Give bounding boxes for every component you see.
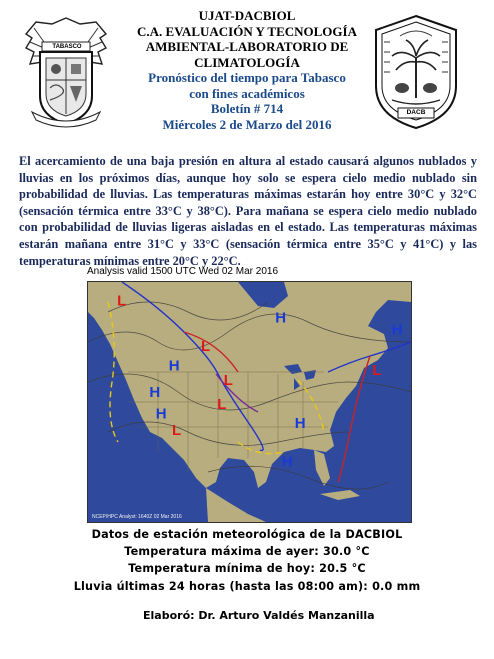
high-pressure-center-1: H (391, 321, 403, 339)
high-pressure-center-5: H (294, 415, 306, 432)
department-line-1: C.A. EVALUACIÓN Y TECNOLOGÍA (137, 23, 357, 39)
logo-banner-text: TABASCO (52, 44, 82, 50)
low-pressure-center-3: L (217, 395, 227, 413)
high-pressure-center-4: H (155, 405, 167, 423)
bulletin-date: Miércoles 2 de Marzo del 2016 (162, 116, 332, 132)
low-pressure-center-1: L (201, 338, 211, 356)
low-pressure-center-5: L (372, 362, 382, 380)
dacbiol-seal-logo (370, 12, 462, 132)
high-pressure-center-6: H (281, 453, 293, 471)
station-data (0, 526, 494, 595)
map-caption: Analysis valid 1500 UTC Wed 02 Mar 2016 (87, 266, 279, 277)
author-credit: Elaboró: Dr. Arturo Valdés Manzanilla (143, 609, 375, 622)
forecast-title-line-2: con fines académicos (189, 85, 305, 101)
document-header (120, 8, 374, 132)
station-title: Datos de estación meteorológica de la DACBIOL (91, 528, 403, 541)
forecast-paragraph: El acercamiento de una baja presión en altura al estado causará algunos nublados y lluvias en los próximos días, aunque hoy solo se espera cielo medio nublado sin probabilidad de lluvias. Las temperaturas máximas estarán hoy entre 30°C y 32°C (sensación térmica entre 33°C y 38°C). Para mañana se espera cielo medio nublado con probabilidad de lluvias ligeras aisladas en el estado. Las temperaturas máximas estarán mañana entre 31°C y 33°C (sensación térmica entre 35°C y 41°C) y las temperaturas mínimas entre 20°C y 22°C. (19, 154, 477, 268)
rainfall-24h: Lluvia últimas 24 horas (hasta las 08:00 am): 0.0 mm (73, 579, 421, 593)
min-temperature: Temperatura mínima de hoy: 20.5 °C (128, 562, 366, 576)
low-pressure-center-2: L (223, 371, 233, 389)
max-temperature: Temperatura máxima de ayer: 30.0 °C (124, 545, 370, 559)
high-pressure-center-0: H (275, 309, 287, 327)
low-pressure-center-0: L (117, 292, 127, 310)
surface-analysis-map (87, 281, 412, 523)
forecast-title-line-1: Pronóstico del tiempo para Tabasco (148, 70, 346, 85)
low-pressure-center-4: L (172, 422, 182, 440)
department-line-3: CLIMATOLOGÍA (194, 54, 300, 70)
high-pressure-center-2: H (168, 357, 180, 375)
map-footer-stamp: NCEP/HPC Analyst: 1640Z 02 Mar 2016 (92, 514, 182, 520)
seal-band-text: DACB (406, 109, 426, 116)
high-pressure-center-3: H (149, 383, 161, 401)
institution-name: UJAT-DACBIOL (198, 8, 296, 23)
bulletin-number: Boletín # 714 (210, 101, 284, 116)
ujat-crest-logo (22, 12, 110, 130)
department-line-2: AMBIENTAL-LABORATORIO DE (145, 39, 349, 54)
